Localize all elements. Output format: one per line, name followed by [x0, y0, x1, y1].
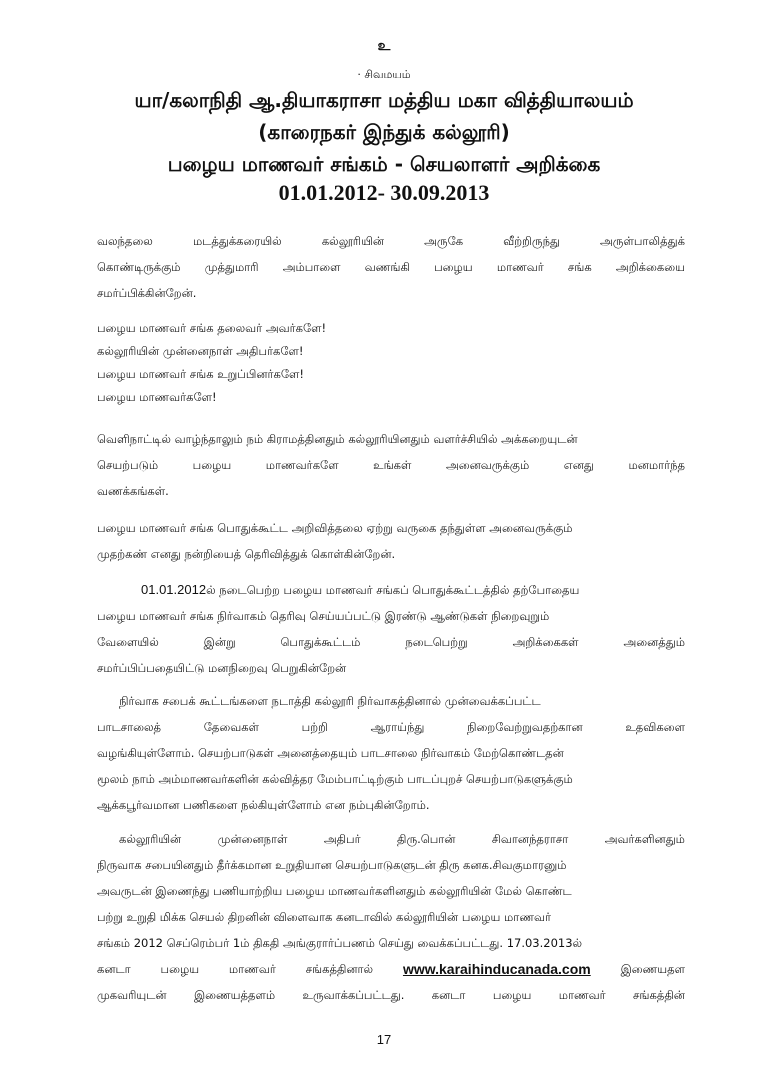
paragraph-line: சமர்ப்பிக்கின்றேன்.: [97, 286, 197, 300]
paragraph-line: சங்கம் 2012 செப்ரெம்பர் 1ம் திகதி அங்குரார்ப்பணம் செய்து வைக்கப்பட்டது. 17.03.2013ல்: [97, 936, 583, 950]
paragraph-opening: [97, 228, 685, 306]
college-alt-name: (காரைநகர் இந்துக் கல்லூரி): [258, 120, 510, 144]
paragraph-line: வழங்கியுள்ளோம். செயற்பாடுகள் அனைத்தையும் பாடசாலை நிர்வாகம் மேற்கொண்டதன்: [97, 746, 564, 760]
paragraph-line: மூலம் நாம் அம்மாணவர்களின் கல்வித்தர மேம்பாட்டிற்கும் பாடப்புறச் செயற்பாடுகளுக்கும்: [97, 772, 573, 786]
paragraph-thanks: [97, 515, 685, 567]
paragraph-line: கனடா பழைய மாணவர் சங்கத்தினால் www.karaihinducanada.com இணையதள: [97, 956, 685, 982]
paragraph-line: சமர்ப்பிப்பதையிட்டு மனநிறைவு பெறுகின்றேன்: [97, 661, 347, 675]
report-period: 01.01.2012- 30.09.2013: [278, 180, 490, 205]
paragraph-line: வலந்தலை மடத்துக்கரையில் கல்லூரியின் அருகே வீற்றிருந்து அருள்பாலித்துக்: [97, 234, 685, 248]
website-link[interactable]: www.karaihinducanada.com: [402, 961, 591, 977]
paragraph-welcome: [97, 426, 685, 504]
paragraph-line: பழைய மாணவர் சங்க நிர்வாகம் தெரிவு செய்யப்பட்டு இரண்டு ஆண்டுகள் நிறைவுறும்: [97, 609, 550, 623]
paragraph-line: கல்லூரியின் முன்னைநாள் அதிபர் திரு.பொன் சிவானந்தராசா அவர்களினதும்: [119, 832, 685, 846]
paragraph-line: பழைய மாணவர் சங்க பொதுக்கூட்ட அறிவித்தலை ஏற்று வருகை தந்துள்ள அனைவருக்கும்: [97, 521, 573, 535]
sivamayam-label: · சிவமயம்: [357, 68, 411, 81]
pillaiyar-suli-mark: உ: [377, 38, 391, 54]
paragraph-line: நிர்வாக சபைக் கூட்டங்களை நடாத்தி கல்லூரி நிர்வாகத்தினால் முன்வைக்கப்பட்ட: [119, 694, 541, 708]
paragraph-committee: [97, 577, 685, 681]
paragraph-line: அவருடன் இணைந்து பணியாற்றிய பழைய மாணவர்களினதும் கல்லூரியின் மேல் கொண்ட: [97, 884, 572, 898]
paragraph-line: வணக்கங்கள்.: [97, 484, 169, 498]
paragraph-line: கொண்டிருக்கும் முத்துமாரி அம்பாளை வணங்கி பழைய மாணவர் சங்க அறிக்கையை: [97, 260, 685, 274]
meeting-date: 01.01.2012: [141, 582, 207, 597]
page-number: 17: [376, 1032, 392, 1047]
paragraph-line: 01.01.2012ல் நடைபெற்ற பழைய மாணவர் சங்கப் பொதுக்கூட்டத்தில் தற்போதைய: [141, 582, 580, 597]
paragraph-canada-association: [97, 826, 685, 1008]
school-name-title: யா/கலாநிதி ஆ.தியாகராசா மத்திய மகா வித்தியாலயம்: [134, 88, 634, 112]
greetings-list: [97, 317, 685, 409]
greeting-item: கல்லூரியின் முன்னைநாள் அதிபர்களே!: [97, 344, 304, 358]
paragraph-line: ஆக்கபூர்வமான பணிகளை நல்கியுள்ளோம் என நம்புகின்றோம்.: [97, 798, 430, 812]
paragraph-line: முகவரியுடன் இணையத்தளம் உருவாக்கப்பட்டது. கனடா பழைய மாணவர் சங்கத்தின்: [97, 988, 685, 1002]
paragraph-line: முதற்கண் எனது நன்றியைத் தெரிவித்துக் கொள்கின்றேன்.: [97, 547, 396, 561]
paragraph-line: வேளையில் இன்று பொதுக்கூட்டம் நடைபெற்று அறிக்கைகள் அனைத்தும்: [97, 635, 685, 649]
report-title: பழைய மாணவர் சங்கம் - செயலாளர் அறிக்கை: [167, 152, 601, 176]
paragraph-line: பாடசாலைத் தேவைகள் பற்றி ஆராய்ந்து நிறைவேற்றுவதற்கான உதவிகளை: [97, 720, 685, 734]
greeting-item: பழைய மாணவர்களே!: [97, 390, 217, 404]
greeting-item: பழைய மாணவர் சங்க தலைவர் அவர்களே!: [97, 321, 327, 335]
paragraph-line: நிருவாக சபையினதும் தீர்க்கமான உறுதியான செயற்பாடுகளுடன் திரு கனக.சிவகுமாரனும்: [97, 858, 567, 872]
paragraph-line: பற்று உறுதி மிக்க செயல் திறனின் விளைவாக கனடாவில் கல்லூரியின் பழைய மாணவர்: [97, 910, 551, 924]
paragraph-activities: [97, 688, 685, 818]
paragraph-line: வெளிநாட்டில் வாழ்ந்தாலும் நம் கிராமத்தினதும் கல்லூரியினதும் வளர்ச்சியில் அக்கறையுடன்: [97, 432, 578, 446]
paragraph-line: செயற்படும் பழைய மாணவர்களே உங்கள் அனைவருக்கும் எனது மனமார்ந்த: [97, 458, 685, 472]
greeting-item: பழைய மாணவர் சங்க உறுப்பினர்களே!: [97, 367, 304, 381]
